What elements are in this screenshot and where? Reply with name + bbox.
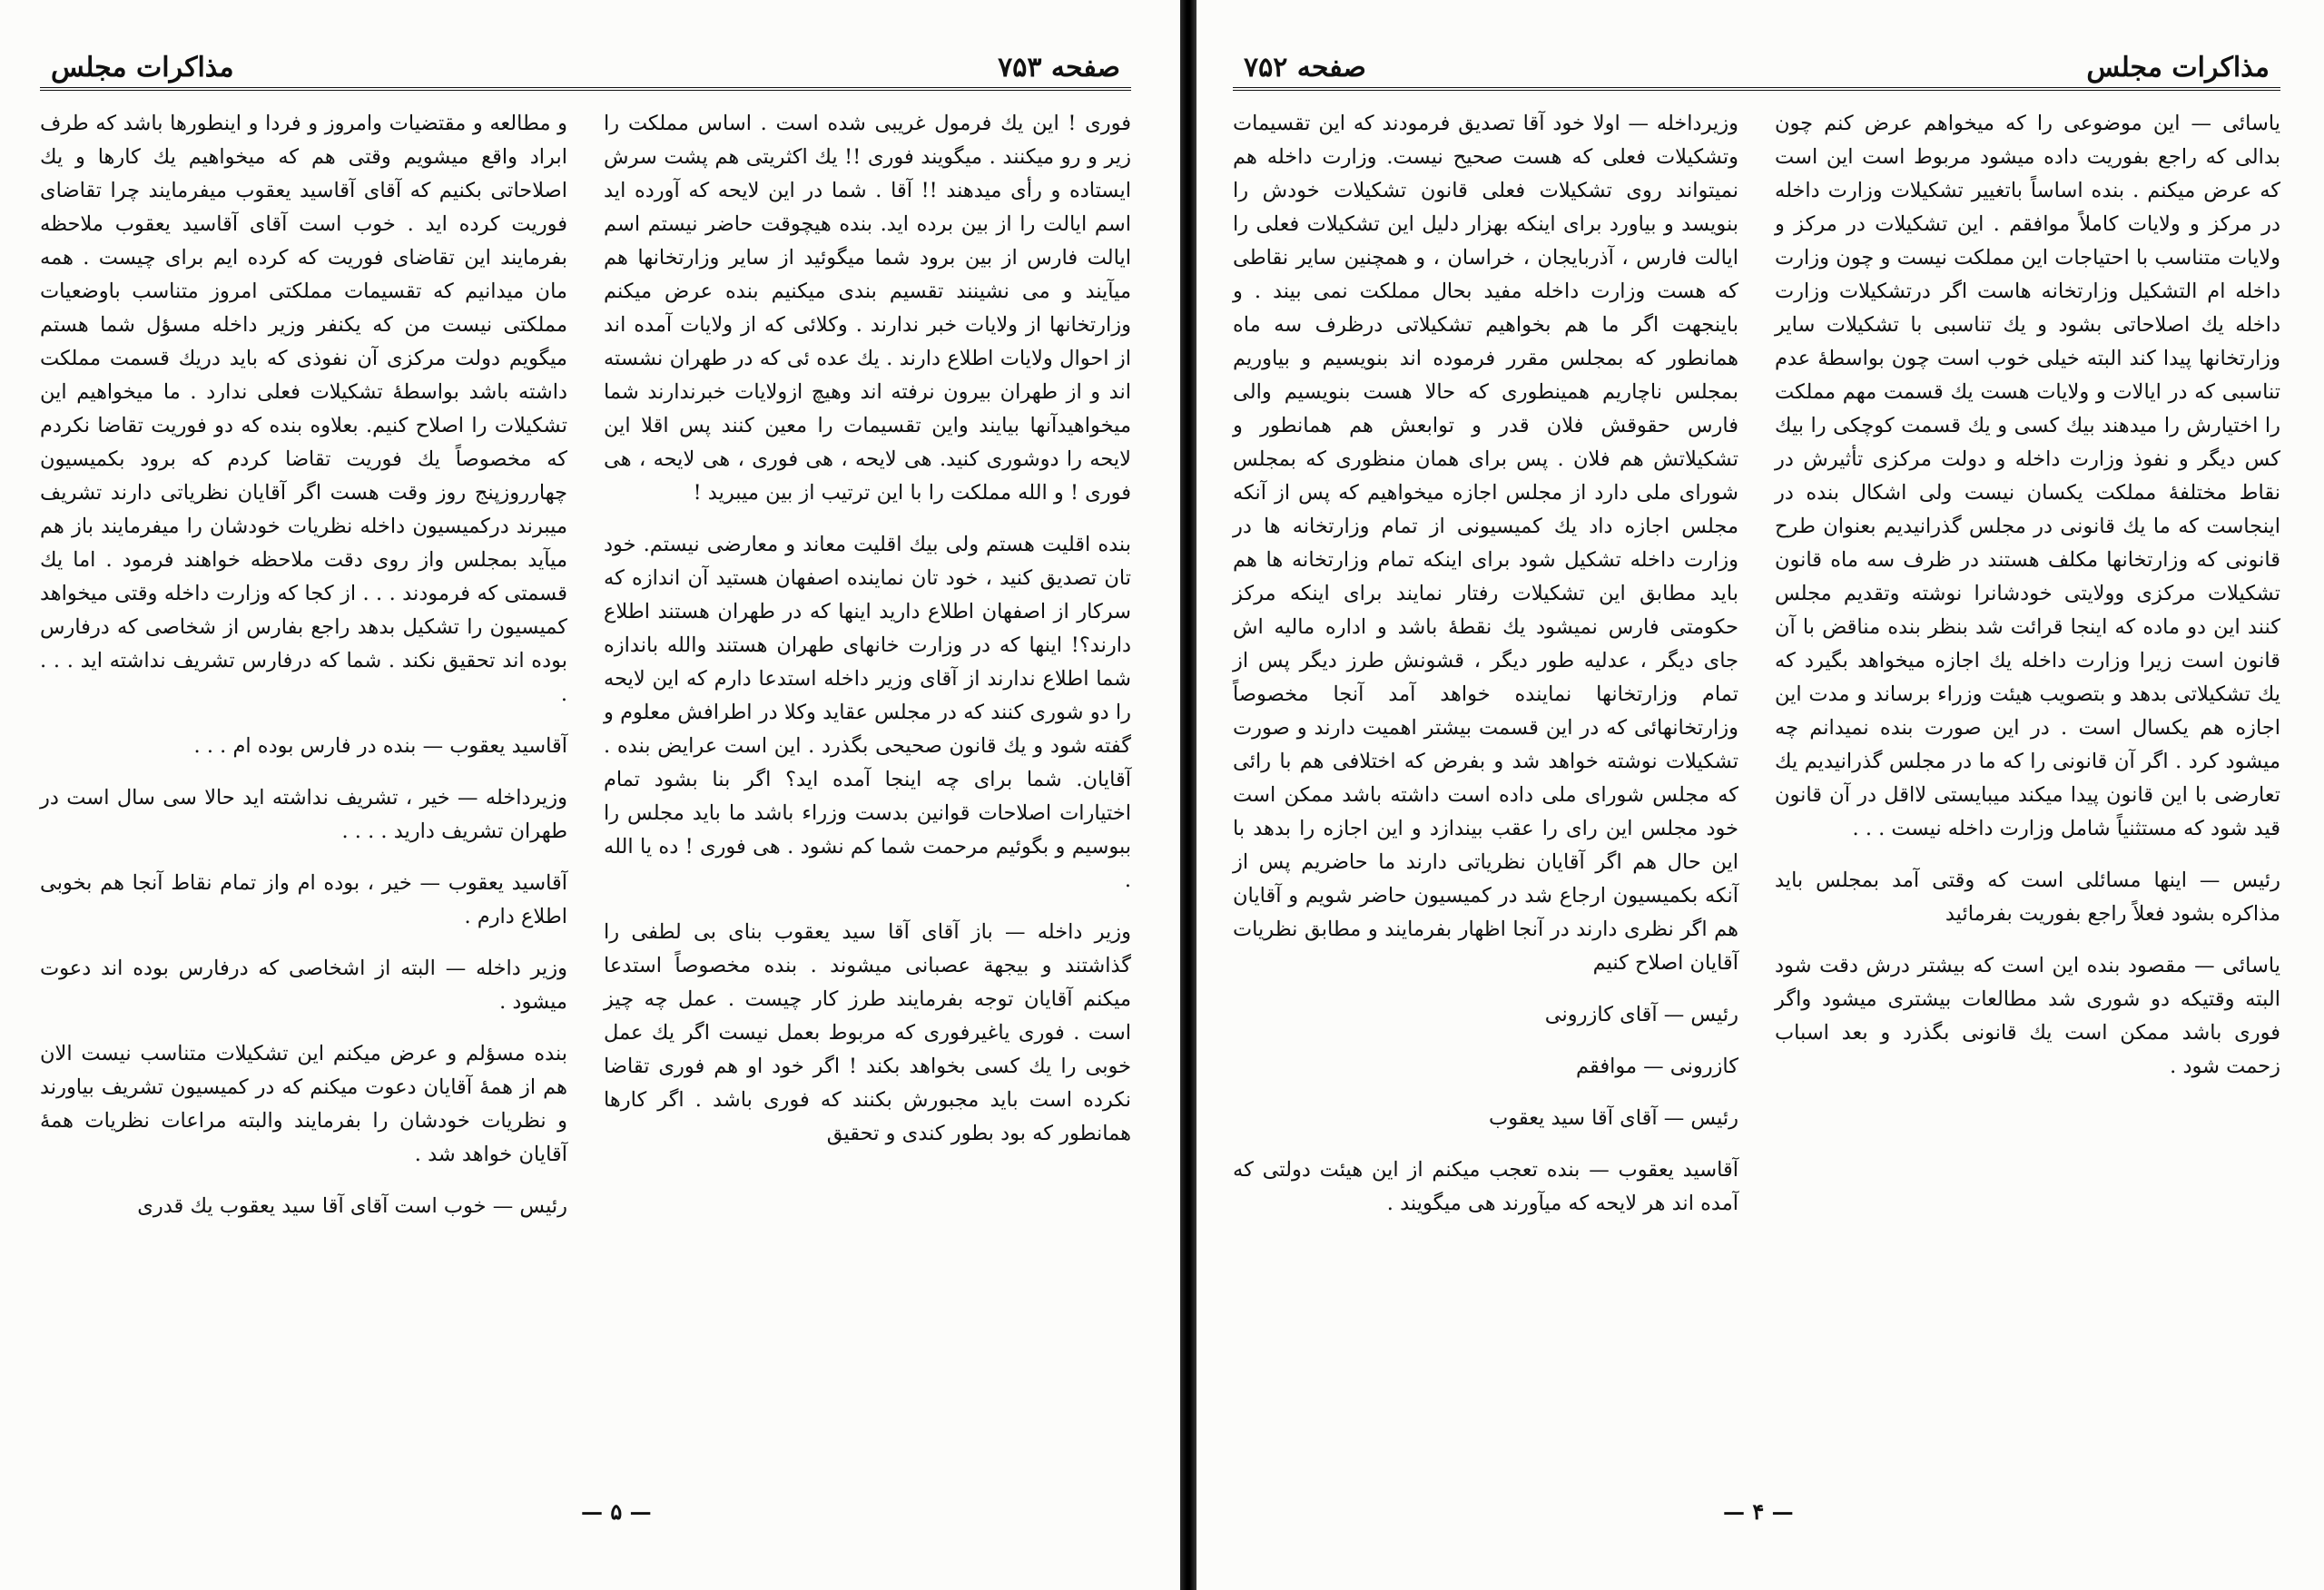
paragraph: و مطالعه و مقتضیات وامروز و فردا و اینطورها باشد که طرف ابراد واقع میشویم وقتی هم که میخواهیم یك کارها و یك اصلاحاتی بکنیم که آقای آقاسید یعقوب میفرمایند چرا تقاضای فوریت کرده اید . خوب است آقای آقاسید یعقوب ملاحظه بفرمایند این تقاضای فوریت که کرده ایم برای چیست . همه مان میدانیم که تقسیمات مملکتی امروز متناسب باوضعیات مملکتی نیست من که یکنفر وزیر داخله مسؤل شما هستم میگویم دولت مرکزی آن نفوذی که باید دریك قسمت مملکت داشته باشد بواسطهٔ تشکیلات فعلی ندارد . ما میخواهیم این تشکیلات را اصلاح کنیم. بعلاوه بنده که دو فوریت تقاضا نکردم که مخصوصاً یك فوریت تقاضا کردم که برود بکمیسیون چهارروزپنج روز وقت هست اگر آقایان نظریاتی دارند تشریف میبرند درکمیسیون داخله نظریات خودشان را میفرمایند باز هم میآید بمجلس واز روی دقت ملاحظه خواهند فرمود . اما یك قسمتی که فرمودند . . . از کجا که وزارت داخله وقتی میخواهد کمیسیون را تشکیل بدهد راجع بفارس از شخاصی که درفارس بوده اند تحقیق نکند . شما که درفارس تشریف نداشته اید . . . . xyxy=(40,112,567,706)
paragraph: وزیرداخله — خیر ، تشریف نداشته اید حالا سی سال است در طهران تشریف دارید . . . . xyxy=(40,786,567,843)
left-page-footer: — ۵ — xyxy=(581,1498,652,1525)
book-gutter xyxy=(1180,0,1196,1590)
left-page-column-right xyxy=(604,107,1131,1223)
left-page-columns xyxy=(40,107,1131,1223)
paragraph: کازرونی — موافقم xyxy=(1575,1055,1738,1078)
paragraph: رئیس — آقای کازرونی xyxy=(1544,1003,1738,1026)
paragraph: وزیر داخله — باز آقای آقا سید یعقوب بنای بی لطفی را گذاشتند و بیجهة عصبانی میشوند . بنده مخصوصاً استدعا میکنم آقایان توجه بفرمایند طرز کار چیست . عمل چه چیز است . فوری یاغیرفوری که مربوط بعمل نیست اگر یك عمل خوبی را یك کسی بخواهد بکند ! اگر خود او هم فوری تقاضا نکرده است باید مجبورش بکنند که فوری باشد . اگر کارها همانطور که بود بطور کندی و تحقیق xyxy=(604,920,1131,1145)
paragraph: آقاسید یعقوب — بنده تعجب میکنم از این هیئت دولتی که آمده اند هر لایحه که میآورند هی میگویند . xyxy=(1233,1158,1738,1215)
right-page-title: مذاکرات مجلس xyxy=(2086,52,2270,83)
right-page-columns xyxy=(1233,107,2280,1221)
paragraph: بنده مسؤلم و عرض میکنم این تشکیلات متناسب نیست الان هم از همهٔ آقایان دعوت میکنم که در کمیسیون تشریف بیاورند و نظریات خودشان را بفرمایند والبته مراعات نظریات همهٔ آقایان خواهد شد . xyxy=(40,1042,567,1166)
paragraph: آقاسید یعقوب — خیر ، بوده ام واز تمام نقاط آنجا هم بخوبی اطلاع دارم . xyxy=(40,871,567,928)
paragraph: یاسائی — این موضوعی را که میخواهم عرض کنم چون بدالی که راجع بفوریت داده میشود مربوط است این است که عرض میکنم . بنده اساساً باتغییر تشکیلات وزارت داخله در مرکز و ولایات کاملاً موافقم . این تشکیلات در مرکز و ولایات متناسب با احتیاجات این مملکت نیست و چون وزارت داخله ام التشکیل وزارتخانه هاست اگر درتشکیلات وزارت داخله یك اصلاحاتی بشود و یك تناسبی با تشکیلات سایر وزارتخانها پیدا کند البته خیلی خوب است چون بواسطهٔ عدم تناسبی که در ایالات و ولایات هست یك قسمت مهم مملکت را اختیارش را میدهند بیك کسی و یك قسمت کوچکی را بیك کس دیگر و نفوذ وزارت داخله و دولت مرکزی تأثیرش در نقاط مختلفهٔ مملکت یکسان نیست ولی اشکال بنده در اینجاست که ما یك قانونی در مجلس گذرانیدیم بعنوان طرح قانونی که وزارتخانها مکلف هستند در ظرف سه ماه قانون تشکیلات مرکزی وولایتی خودشانرا نوشته وتقدیم مجلس کنند این دو ماده که اینجا قرائت شد بنظر بنده مناقض با آن قانون است زیرا وزارت داخله یك اجازه میخواهد بگیرد که یك تشکیلاتی بدهد و بتصویب هیئت وزراء برساند و مدت این اجازه هم یکسال است . در این صورت بنده نمیدانم چه میشود کرد . اگر آن قانونی را که ما در مجلس گذرانیدیم یك تعارضی با این قانون پیدا میکند میبایستی لااقل در آن قانون قید شود که مستثنیاً شامل وزارت داخله نیست . . . xyxy=(1775,112,2280,840)
right-page-column-left xyxy=(1233,107,1738,1221)
paragraph: رئیس — خوب است آقای آقا سید یعقوب یك قدری xyxy=(137,1194,567,1218)
left-page-column-left xyxy=(40,107,567,1223)
right-page-column-right xyxy=(1775,107,2280,1221)
right-page-footer: — ۴ — xyxy=(1723,1498,1794,1525)
left-page-header xyxy=(40,36,1131,91)
paragraph: وزیرداخله — اولا خود آقا تصدیق فرمودند که این تقسیمات وتشکیلات فعلی که هست صحیح نیست. وزارت داخله هم نمیتواند روی تشکیلات فعلی قانون تشکیلات خودش را بنویسد و بیاورد برای اینکه بهزار دلیل این تشکیلات فعلی را ایالت فارس ، آذربایجان ، خراسان ، و همچنین سایر نقاطی که هست وزارت داخله مفید بحال مملکت نمی بیند . و باینجهت اگر ما هم بخواهیم تشکیلاتی درظرف سه ماه همانطور که بمجلس مقرر فرموده اند بنویسیم و بیاوریم بمجلس ناچاریم همینطوری که حالا هست بنویسیم والی فارس حقوقش فلان قدر و توابعش هم همانطور و تشکیلاتش هم فلان . پس برای همان منظوری که بمجلس شورای ملی دارد از مجلس اجازه میخواهیم که پس از آنکه مجلس اجازه داد یك کمیسیونی از تمام وزارتخانه ها در وزارت داخله تشکیل شود برای اینکه تمام وزارتخانه ها هم باید مطابق این تشکیلات رفتار نمایند برای اینکه مرکز حکومتی فارس نمیشود یك نقطهٔ باشد و اداره مالیه اش جای دیگر ، عدلیه طور دیگر ، قشونش طرز دیگر پس از تمام وزارتخانها نماینده خواهد آمد آنجا مخصوصاً وزارتخانهائی که در این قسمت بیشتر اهمیت دارند و صورت تشکیلات نوشته خواهد شد و بفرض که اختلافی هم با رائی که مجلس شورای ملی داده است داشته باشد ممکن است خود مجلس این رای را عقب بیندازد و این اجازه را بدهد با این حال هم اگر آقایان نظریاتی دارند ما حاضریم پس از آنکه بکمیسیون ارجاع شد در کمیسیون حاضر شویم و آقایان هم اگر نظری دارند در آنجا اظهار بفرمایند و مطابق نظریات آقایان اصلاح کنیم xyxy=(1233,112,1738,975)
right-page-number: صفحه ۷۵۲ xyxy=(1244,52,1366,83)
paragraph: رئیس — اینها مسائلی است که وقتی آمد بمجلس باید مذاکره بشود فعلاً راجع بفوریت بفرمائید xyxy=(1775,869,2280,926)
left-page-number: صفحه ۷۵۳ xyxy=(998,52,1120,83)
paragraph: یاسائی — مقصود بنده این است که بیشتر درش دقت شود البته وقتیکه دو شوری شد مطالعات بیشتری میشود واگر فوری باشد ممکن است یك قانونی بگذرد و بعد اسباب زحمت شود . xyxy=(1775,954,2280,1078)
paragraph: وزیر داخله — البته از اشخاصی که درفارس بوده اند دعوت میشود . xyxy=(40,957,567,1014)
paragraph: فوری ! این یك فرمول غریبی شده است . اساس مملکت را زیر و رو میکنند . میگویند فوری !! یك اکثریتی هم پشت سرش ایستاده و رأی میدهند !! آقا . شما در این لایحه که آورده اید اسم ایالت را از بین برده اید. بنده هیچوقت حاضر نیستم اسم ایالت فارس از بین برود شما میگوئید از سایر وزارتخانها هم میآیند و می نشینند تقسیم بندی میکنیم بنده عرض میکنم وزارتخانها از ولایات خبر ندارند . وکلائی که از ولایات آمده اند از احوال ولایات اطلاع دارند . یك عده ئی که در طهران نشسته اند و از طهران بیرون نرفته اند وهیچ ازولایات خبرندارند شما میخواهیدآنها بیایند واین تقسیمات را معین کنند پس اقلا این لایحه را دوشوری کنید. هی لایحه ، هی فوری ، هی لایحه ، هی فوری ! و الله مملکت را با این ترتیب از بین میبرید ! xyxy=(604,112,1131,505)
paragraph: آقاسید یعقوب — بنده در فارس بوده ام . . . xyxy=(193,734,567,758)
paragraph: بنده اقلیت هستم ولی بیك اقلیت معاند و معارضی نیستم. خود تان تصدیق کنید ، خود تان نماینده اصفهان هستید آن اندازه که سرکار از اصفهان اطلاع دارید اینها که در طهران هستند اطلاع دارند؟! اینها که در وزارت خانهای طهران هستند والله باندازه شما اطلاع ندارند از آقای وزیر داخله استدعا دارم که این لایحه را دو شوری کنند که در مجلس عقاید وکلا در اطرافش معلوم و گفته شود و یك قانون صحیحی بگذرد . این است عرایض بنده . آقایان. شما برای چه اینجا آمده اید؟ اگر بنا بشود تمام اختیارات اصلاحات قوانین بدست وزراء باشد ما باید مجلس را ببوسیم و بگوئیم مرحمت شما کم نشود . هی فوری ! ده یا الله . xyxy=(604,533,1131,892)
left-page-title: مذاکرات مجلس xyxy=(51,52,234,83)
right-page-header xyxy=(1233,36,2280,91)
paragraph: رئیس — آقای آقا سید یعقوب xyxy=(1489,1106,1738,1130)
right-page xyxy=(1196,0,2324,1590)
